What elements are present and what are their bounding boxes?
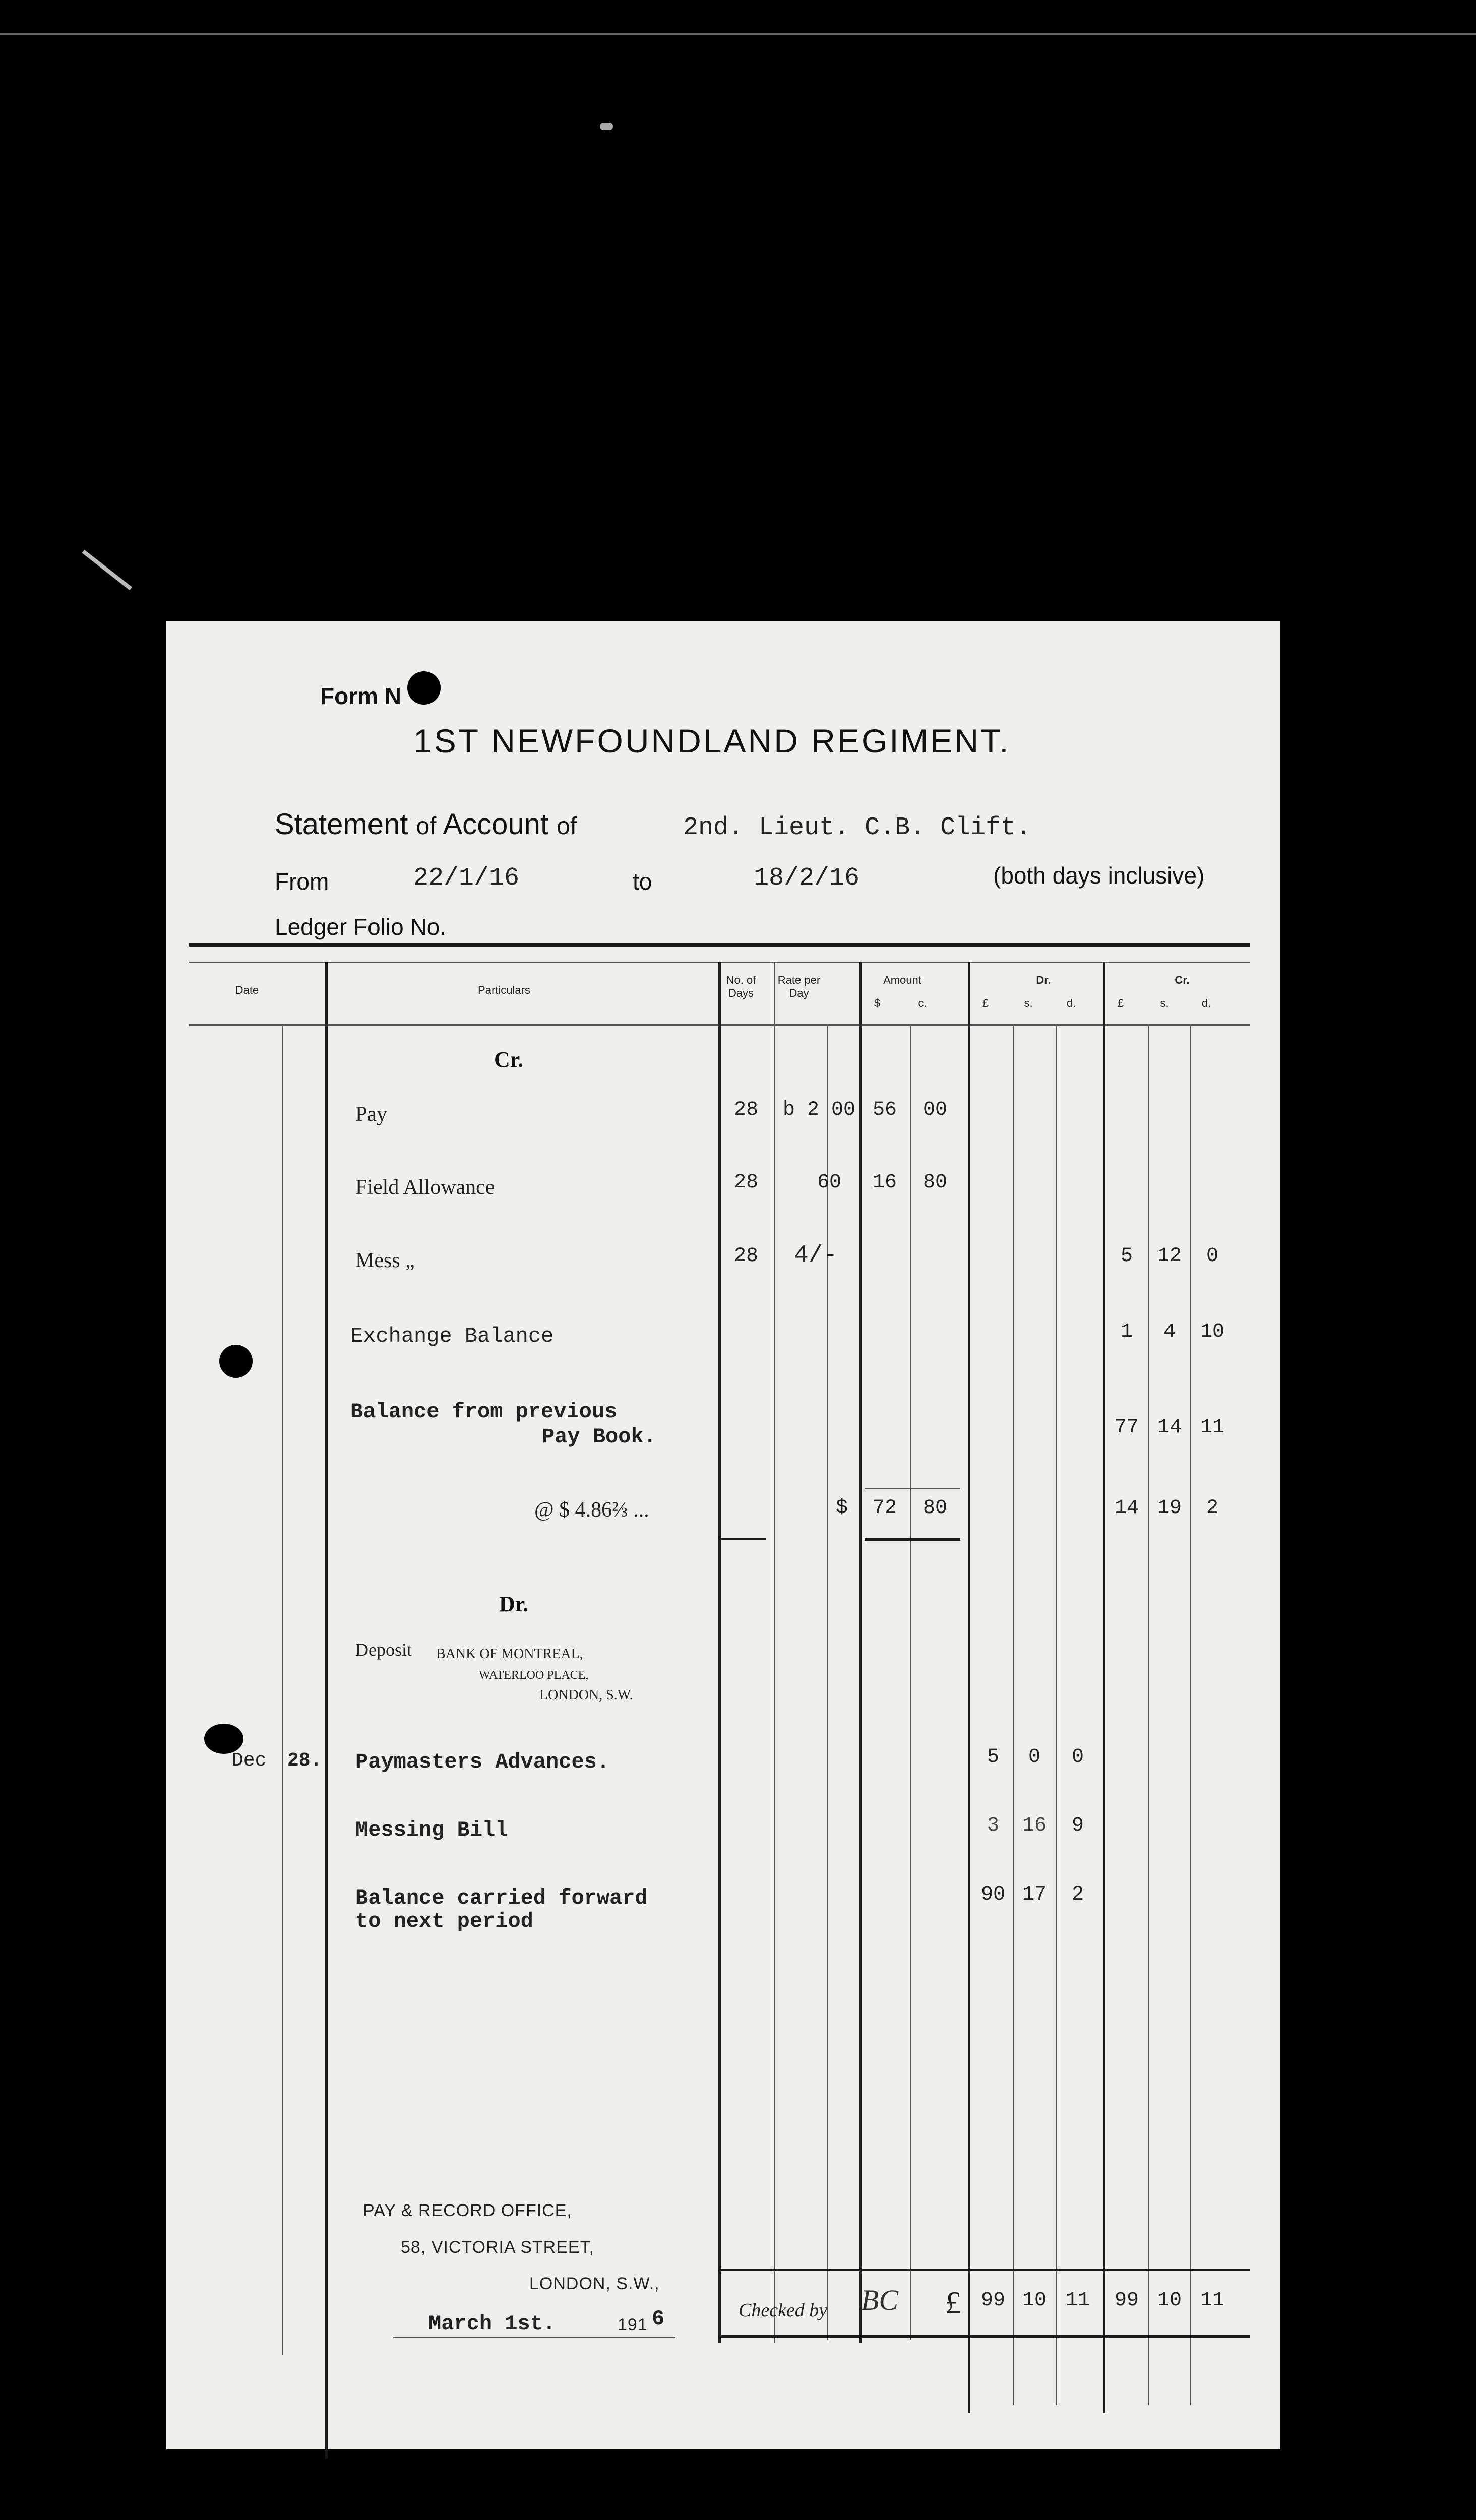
table-top-rule xyxy=(189,943,1250,947)
cr-shillings: 4 xyxy=(1163,1320,1176,1343)
rate-value: b 2 00 xyxy=(782,1099,856,1121)
col-header-dr-shillings: s. xyxy=(1024,997,1033,1010)
col-header-days: No. of Days xyxy=(726,974,756,999)
exchange-amount-cents: 80 xyxy=(922,1497,947,1520)
particular-exchange-balance: Exchange Balance xyxy=(350,1324,554,1348)
col-header-cr-pence: d. xyxy=(1201,997,1211,1010)
cr-shillings: 12 xyxy=(1157,1245,1182,1268)
cr-pence-rule xyxy=(1190,1024,1191,2405)
bank-line-3: LONDON, S.W. xyxy=(539,1687,633,1703)
particular-paymasters-advances: Paymasters Advances. xyxy=(355,1750,610,1774)
pound-sign: £ xyxy=(945,2285,961,2320)
form-number-label: Form N xyxy=(320,683,401,709)
particular-messing-bill: Messing Bill xyxy=(355,1818,508,1842)
col-header-cents: c. xyxy=(918,997,927,1010)
dr-pounds: 3 xyxy=(987,1814,999,1837)
dr-shillings-rule xyxy=(1013,1024,1014,2405)
totals-top-rule xyxy=(721,2269,1250,2271)
amount-cents: 00 xyxy=(922,1099,947,1121)
dr-shillings: 0 xyxy=(1028,1746,1040,1769)
officer-name: 2nd. Lieut. C.B. Clift. xyxy=(683,813,1031,842)
col-header-cr-shillings: s. xyxy=(1160,997,1169,1010)
particular-balance-previous: Balance from previous xyxy=(350,1400,618,1424)
year-prefix: 191 xyxy=(618,2315,648,2335)
dr-section-heading: Dr. xyxy=(499,1592,529,1616)
exchange-amount-dollars: 72 xyxy=(872,1497,897,1520)
rate-value: 60 xyxy=(817,1171,841,1194)
dr-total-pounds: 99 xyxy=(980,2289,1005,2312)
dr-pence: 9 xyxy=(1071,1814,1084,1837)
amount-dollars: 56 xyxy=(872,1099,897,1121)
dr-pence-rule xyxy=(1056,1024,1057,2405)
cr-pence: 10 xyxy=(1200,1320,1224,1343)
year-suffix: 6 xyxy=(652,2307,665,2331)
cr-pence: 11 xyxy=(1200,1416,1224,1439)
col-header-dr-pence: d. xyxy=(1066,997,1076,1010)
deposit-label: Deposit xyxy=(355,1640,412,1660)
days-value: 28 xyxy=(733,1245,758,1268)
cr-pounds: 5 xyxy=(1120,1245,1133,1268)
cr-pence: 2 xyxy=(1206,1497,1218,1520)
col-header-dollar: $ xyxy=(874,997,881,1010)
col-header-cr: Cr. xyxy=(1175,974,1190,986)
particular-balance-carried-forward: Balance carried forward xyxy=(355,1886,648,1910)
cr-pence: 0 xyxy=(1206,1245,1218,1268)
from-label: From xyxy=(275,868,329,895)
account-statement-sheet xyxy=(166,621,1280,2449)
punch-hole xyxy=(407,671,441,705)
statement-label: Statement of Account of xyxy=(275,808,577,841)
date-underline xyxy=(393,2337,675,2338)
cr-total-pounds: 99 xyxy=(1114,2289,1139,2312)
cr-section-heading: Cr. xyxy=(494,1047,524,1072)
regiment-title: 1ST NEWFOUNDLAND REGIMENT. xyxy=(413,722,1011,760)
dr-total-pence: 11 xyxy=(1065,2289,1090,2312)
office-line-3: LONDON, S.W., xyxy=(529,2274,660,2293)
amount-box-bottom xyxy=(865,1538,960,1541)
to-date: 18/2/16 xyxy=(754,864,860,893)
date-subcol-rule xyxy=(282,1024,283,2355)
dr-pounds: 5 xyxy=(987,1746,999,1769)
scan-speck xyxy=(600,123,613,130)
rate-sub-rule xyxy=(827,1024,828,2340)
cents-left-rule xyxy=(910,1024,911,2340)
dr-shillings: 16 xyxy=(1022,1814,1047,1837)
statement-date: March 1st. xyxy=(428,2312,556,2336)
col-header-date: Date xyxy=(235,984,259,996)
days-left-rule xyxy=(718,962,721,2343)
col-header-cr-pounds: £ xyxy=(1117,997,1124,1010)
to-label: to xyxy=(633,868,652,895)
cr-pounds: 77 xyxy=(1114,1416,1139,1439)
punch-hole xyxy=(204,1724,243,1754)
date-month: Dec xyxy=(232,1750,267,1772)
inclusive-note: (both days inclusive) xyxy=(993,862,1205,889)
exchange-rate-text: @ $ 4.86⅔ ... xyxy=(534,1498,649,1522)
col-header-particulars: Particulars xyxy=(478,984,530,996)
dr-pence: 0 xyxy=(1071,1746,1084,1769)
office-line-1: PAY & RECORD OFFICE, xyxy=(363,2201,572,2220)
col-header-rate: Rate per Day xyxy=(777,974,821,999)
scan-scratch xyxy=(82,550,132,590)
office-line-2: 58, VICTORIA STREET, xyxy=(401,2238,595,2257)
particulars-left-rule xyxy=(325,962,328,2459)
bank-line-2: WATERLOO PLACE, xyxy=(479,1669,589,1682)
rate-left-rule xyxy=(774,962,775,2343)
date-day: 28. xyxy=(287,1750,322,1772)
days-value: 28 xyxy=(733,1171,758,1194)
cr-pounds: 14 xyxy=(1114,1497,1139,1520)
from-date: 22/1/16 xyxy=(413,864,520,893)
particular-next-period: to next period xyxy=(355,1909,533,1933)
dr-pence: 2 xyxy=(1071,1883,1084,1906)
checker-initials: BC xyxy=(861,2284,899,2316)
checked-by-label: Checked by xyxy=(739,2300,828,2321)
amount-left-rule xyxy=(859,962,862,2343)
bank-line-1: BANK OF MONTREAL, xyxy=(436,1646,583,1662)
cr-pounds: 1 xyxy=(1120,1320,1133,1343)
particular-pay: Pay xyxy=(355,1103,387,1126)
particular-mess: Mess „ xyxy=(355,1249,415,1272)
exchange-dollar-sign: $ xyxy=(835,1497,848,1520)
amount-cents: 80 xyxy=(922,1171,947,1194)
dr-left-rule xyxy=(968,962,970,2413)
amount-dollars: 16 xyxy=(872,1171,897,1194)
days-total-rule xyxy=(721,1538,766,1540)
cr-shillings: 14 xyxy=(1157,1416,1182,1439)
cr-total-shillings: 10 xyxy=(1157,2289,1182,2312)
col-header-dr: Dr. xyxy=(1036,974,1051,986)
particular-balance-previous-line2: Pay Book. xyxy=(542,1425,656,1449)
col-header-dr-pounds: £ xyxy=(982,997,989,1010)
ledger-folio-label: Ledger Folio No. xyxy=(275,914,447,940)
totals-bottom-rule xyxy=(721,2335,1250,2338)
days-value: 28 xyxy=(733,1099,758,1121)
col-header-amount: Amount xyxy=(883,974,921,986)
rate-value: 4/- xyxy=(794,1242,838,1269)
dr-pounds: 90 xyxy=(980,1883,1005,1906)
dr-total-shillings: 10 xyxy=(1022,2289,1047,2312)
cr-shillings-rule xyxy=(1148,1024,1149,2405)
cr-left-rule xyxy=(1103,962,1105,2413)
scan-top-edge xyxy=(0,33,1476,35)
cr-shillings: 19 xyxy=(1157,1497,1182,1520)
cr-total-pence: 11 xyxy=(1200,2289,1224,2312)
particular-field-allowance: Field Allowance xyxy=(355,1176,495,1199)
amount-box-top xyxy=(865,1488,960,1489)
punch-hole xyxy=(219,1345,253,1378)
dr-shillings: 17 xyxy=(1022,1883,1047,1906)
